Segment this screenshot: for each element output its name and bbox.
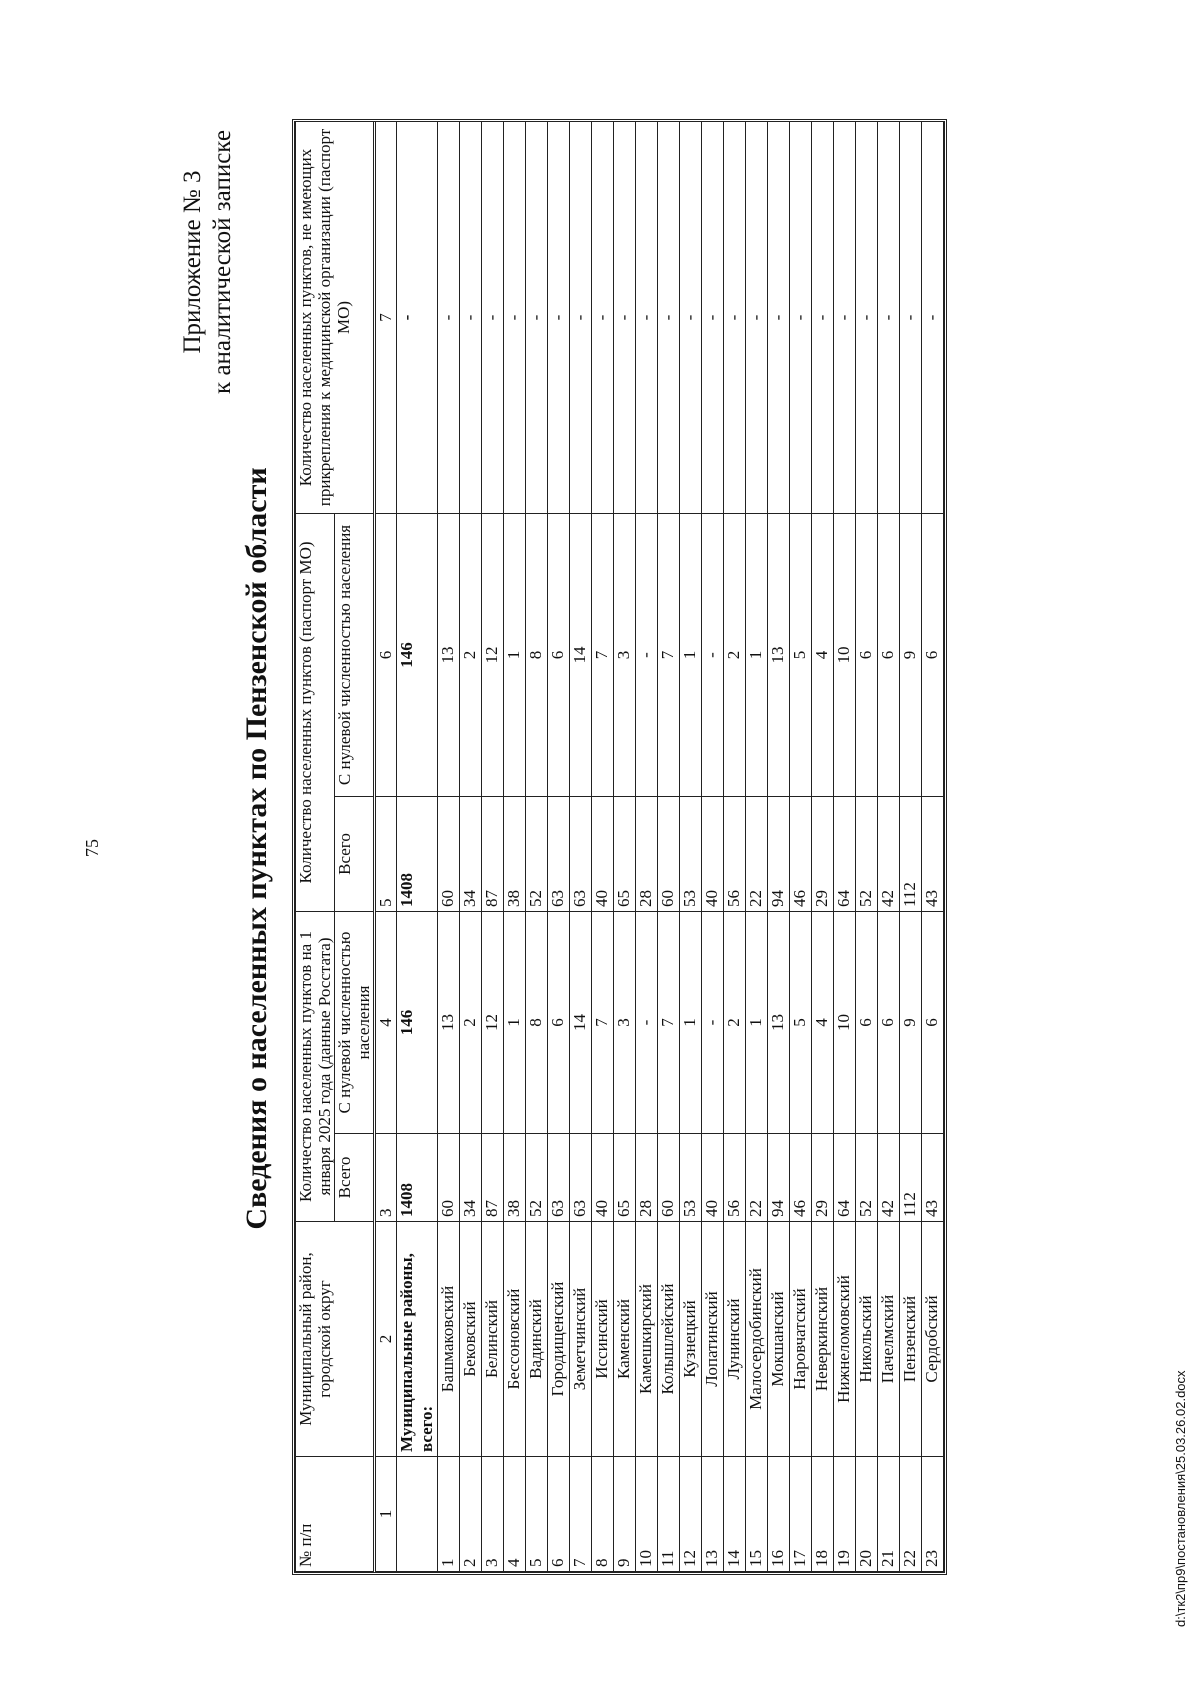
rosstat-total: 43 — [922, 1134, 944, 1222]
unattached-count: - — [636, 121, 658, 513]
row-number: 5 — [526, 1457, 548, 1572]
mo-total: 63 — [548, 797, 570, 912]
mo-total: 63 — [570, 797, 592, 912]
row-number: 11 — [658, 1457, 680, 1572]
table-row — [922, 121, 944, 1571]
total-label: Муниципальные районы, всего: — [397, 1222, 438, 1457]
mo-total: 94 — [768, 797, 790, 912]
unattached-count: - — [460, 121, 482, 513]
rosstat-total: 40 — [702, 1134, 724, 1222]
appendix-label — [178, 97, 238, 427]
mo-zero: 4 — [812, 513, 834, 796]
table-row — [812, 121, 834, 1571]
table-row — [526, 121, 548, 1571]
rosstat-total: 112 — [900, 1134, 922, 1222]
table-row — [504, 121, 526, 1571]
row-number: 4 — [504, 1457, 526, 1572]
mo-total: 52 — [526, 797, 548, 912]
page-number: 75 — [82, 839, 102, 857]
unattached-count: - — [570, 121, 592, 513]
header-name: Муниципальный район, городской округ — [296, 1222, 375, 1457]
total-unattached: - — [397, 121, 438, 513]
mo-total: 112 — [900, 797, 922, 912]
mo-zero: 8 — [526, 513, 548, 796]
district-name: Бековский — [460, 1222, 482, 1457]
rosstat-zero: 13 — [438, 912, 460, 1134]
district-name: Никольский — [856, 1222, 878, 1457]
table-row — [724, 121, 746, 1571]
unattached-count: - — [724, 121, 746, 513]
mo-total: 64 — [834, 797, 856, 912]
mo-total: 40 — [702, 797, 724, 912]
rosstat-zero: 8 — [526, 912, 548, 1134]
rosstat-zero: 3 — [614, 912, 636, 1134]
district-name: Пачелмский — [878, 1222, 900, 1457]
rosstat-total: 38 — [504, 1134, 526, 1222]
rosstat-zero: 10 — [834, 912, 856, 1134]
table-row — [878, 121, 900, 1571]
mo-total: 60 — [658, 797, 680, 912]
table-row — [790, 121, 812, 1571]
district-name: Неверкинский — [812, 1222, 834, 1457]
table-body — [375, 121, 944, 1571]
unattached-count: - — [504, 121, 526, 513]
district-name: Кузнецкий — [680, 1222, 702, 1457]
unattached-count: - — [548, 121, 570, 513]
district-name: Нижнеломовский — [834, 1222, 856, 1457]
unattached-count: - — [878, 121, 900, 513]
rosstat-total: 40 — [592, 1134, 614, 1222]
mo-zero: 6 — [548, 513, 570, 796]
rosstat-zero: 1 — [746, 912, 768, 1134]
column-numbers-row — [375, 121, 397, 1571]
row-number: 1 — [438, 1457, 460, 1572]
rosstat-total: 22 — [746, 1134, 768, 1222]
row-number: 8 — [592, 1457, 614, 1572]
table-row — [746, 121, 768, 1571]
table-row — [548, 121, 570, 1571]
mo-total: 28 — [636, 797, 658, 912]
row-number: 20 — [856, 1457, 878, 1572]
table-row — [636, 121, 658, 1571]
table-row — [834, 121, 856, 1571]
rosstat-total: 52 — [856, 1134, 878, 1222]
rosstat-zero: 2 — [724, 912, 746, 1134]
mo-total: 22 — [746, 797, 768, 912]
rosstat-total: 65 — [614, 1134, 636, 1222]
district-name: Лунинский — [724, 1222, 746, 1457]
mo-zero: 10 — [834, 513, 856, 796]
row-number: 12 — [680, 1457, 702, 1572]
row-number: 3 — [482, 1457, 504, 1572]
unattached-count: - — [790, 121, 812, 513]
rosstat-zero: 9 — [900, 912, 922, 1134]
file-path-footer: d:\тк2\пр9\постановления\25.03.26.02.docx — [1173, 1370, 1188, 1627]
rosstat-total: 64 — [834, 1134, 856, 1222]
mo-zero: 6 — [856, 513, 878, 796]
row-number: 10 — [636, 1457, 658, 1572]
header-rosstat-zero: С нулевой численностью населения — [335, 912, 375, 1134]
district-name: Лопатинский — [702, 1222, 724, 1457]
row-number: 2 — [460, 1457, 482, 1572]
rosstat-zero: 6 — [856, 912, 878, 1134]
column-number: 3 — [375, 1134, 397, 1222]
table-row — [570, 121, 592, 1571]
mo-zero: 5 — [790, 513, 812, 796]
table-row — [680, 121, 702, 1571]
district-name: Мокшанский — [768, 1222, 790, 1457]
mo-zero: 6 — [878, 513, 900, 796]
unattached-count: - — [768, 121, 790, 513]
row-number: 13 — [702, 1457, 724, 1572]
mo-total: 52 — [856, 797, 878, 912]
rosstat-total: 63 — [548, 1134, 570, 1222]
table-row — [482, 121, 504, 1571]
unattached-count: - — [900, 121, 922, 513]
total-num-cell — [397, 1457, 438, 1572]
unattached-count: - — [592, 121, 614, 513]
mo-total: 65 — [614, 797, 636, 912]
row-number: 15 — [746, 1457, 768, 1572]
mo-total: 56 — [724, 797, 746, 912]
mo-total: 53 — [680, 797, 702, 912]
rosstat-total: 42 — [878, 1134, 900, 1222]
rosstat-zero: 1 — [504, 912, 526, 1134]
table-row — [768, 121, 790, 1571]
mo-total: 29 — [812, 797, 834, 912]
mo-total: 60 — [438, 797, 460, 912]
rosstat-total: 60 — [438, 1134, 460, 1222]
rosstat-total: 94 — [768, 1134, 790, 1222]
mo-zero: 14 — [570, 513, 592, 796]
rosstat-total: 46 — [790, 1134, 812, 1222]
table-row — [438, 121, 460, 1571]
rosstat-total: 56 — [724, 1134, 746, 1222]
total-rosstat-total: 1408 — [397, 1134, 438, 1222]
mo-zero: - — [636, 513, 658, 796]
rosstat-total: 29 — [812, 1134, 834, 1222]
mo-total: 40 — [592, 797, 614, 912]
row-number: 6 — [548, 1457, 570, 1572]
row-number: 23 — [922, 1457, 944, 1572]
table-row — [900, 121, 922, 1571]
total-mo-total: 1408 — [397, 797, 438, 912]
mo-total: 34 — [460, 797, 482, 912]
mo-total: 46 — [790, 797, 812, 912]
mo-zero: 2 — [724, 513, 746, 796]
unattached-count: - — [614, 121, 636, 513]
header-unattached: Количество населенных пунктов, не имеющих прикрепления к медицинской организации (паспорт МО) — [296, 121, 375, 513]
unattached-count: - — [856, 121, 878, 513]
rosstat-zero: 6 — [878, 912, 900, 1134]
mo-zero: 7 — [658, 513, 680, 796]
rosstat-zero: 6 — [548, 912, 570, 1134]
mo-zero: 3 — [614, 513, 636, 796]
rosstat-zero: 7 — [592, 912, 614, 1134]
mo-total: 87 — [482, 797, 504, 912]
appendix-line-1: Приложение № 3 — [179, 170, 206, 354]
district-name: Камешкирский — [636, 1222, 658, 1457]
table-row — [460, 121, 482, 1571]
district-name: Колышлейский — [658, 1222, 680, 1457]
column-number: 7 — [375, 121, 397, 513]
district-name: Наровчатский — [790, 1222, 812, 1457]
row-number: 19 — [834, 1457, 856, 1572]
header-mo-total: Всего — [335, 797, 375, 912]
mo-total: 43 — [922, 797, 944, 912]
header-num: № п/п — [296, 1457, 375, 1572]
header-rosstat-group: Количество населенных пунктов на 1 января 2025 года (данные Росстата) — [296, 912, 335, 1222]
district-name: Городищенский — [548, 1222, 570, 1457]
table-row — [856, 121, 878, 1571]
rosstat-zero: 2 — [460, 912, 482, 1134]
mo-zero: 13 — [768, 513, 790, 796]
rosstat-zero: 13 — [768, 912, 790, 1134]
unattached-count: - — [482, 121, 504, 513]
rosstat-total: 52 — [526, 1134, 548, 1222]
total-mo-zero: 146 — [397, 513, 438, 796]
table-row — [614, 121, 636, 1571]
mo-zero: 9 — [900, 513, 922, 796]
unattached-count: - — [438, 121, 460, 513]
settlements-table — [295, 121, 944, 1572]
settlements-table-frame — [292, 119, 947, 1575]
unattached-count: - — [658, 121, 680, 513]
mo-total: 42 — [878, 797, 900, 912]
rosstat-zero: 5 — [790, 912, 812, 1134]
appendix-line-2: к аналитической записке — [209, 130, 236, 394]
column-number: 4 — [375, 912, 397, 1134]
district-name: Земетчинский — [570, 1222, 592, 1457]
district-name: Башмаковский — [438, 1222, 460, 1457]
header-rosstat-total: Всего — [335, 1134, 375, 1222]
district-name: Иссинский — [592, 1222, 614, 1457]
district-name: Белинский — [482, 1222, 504, 1457]
header-mo-group: Количество населенных пунктов (паспорт МО) — [296, 513, 335, 911]
unattached-count: - — [834, 121, 856, 513]
rosstat-total: 28 — [636, 1134, 658, 1222]
table-row — [592, 121, 614, 1571]
column-number: 1 — [375, 1457, 397, 1572]
row-number: 14 — [724, 1457, 746, 1572]
total-row — [397, 121, 438, 1571]
total-rosstat-zero: 146 — [397, 912, 438, 1134]
row-number: 16 — [768, 1457, 790, 1572]
unattached-count: - — [680, 121, 702, 513]
rosstat-total: 53 — [680, 1134, 702, 1222]
mo-zero: - — [702, 513, 724, 796]
mo-zero: 2 — [460, 513, 482, 796]
rosstat-zero: 14 — [570, 912, 592, 1134]
rosstat-total: 60 — [658, 1134, 680, 1222]
document-title: Сведения о населенных пунктах по Пензенской области — [240, 467, 273, 1230]
unattached-count: - — [526, 121, 548, 513]
district-name: Каменский — [614, 1222, 636, 1457]
rosstat-zero: 6 — [922, 912, 944, 1134]
mo-zero: 1 — [746, 513, 768, 796]
mo-zero: 1 — [504, 513, 526, 796]
mo-zero: 13 — [438, 513, 460, 796]
district-name: Бессоновский — [504, 1222, 526, 1457]
row-number: 17 — [790, 1457, 812, 1572]
rosstat-zero: 7 — [658, 912, 680, 1134]
column-number: 2 — [375, 1222, 397, 1457]
mo-zero: 1 — [680, 513, 702, 796]
mo-zero: 7 — [592, 513, 614, 796]
rosstat-total: 63 — [570, 1134, 592, 1222]
row-number: 22 — [900, 1457, 922, 1572]
column-number: 5 — [375, 797, 397, 912]
rosstat-zero: 4 — [812, 912, 834, 1134]
unattached-count: - — [746, 121, 768, 513]
unattached-count: - — [812, 121, 834, 513]
district-name: Малосердобинский — [746, 1222, 768, 1457]
rosstat-zero: - — [702, 912, 724, 1134]
unattached-count: - — [702, 121, 724, 513]
row-number: 21 — [878, 1457, 900, 1572]
table-row — [702, 121, 724, 1571]
row-number: 7 — [570, 1457, 592, 1572]
header-mo-zero: С нулевой численностью населения — [335, 513, 375, 796]
mo-total: 38 — [504, 797, 526, 912]
rosstat-zero: 12 — [482, 912, 504, 1134]
mo-zero: 6 — [922, 513, 944, 796]
district-name: Пензенский — [900, 1222, 922, 1457]
column-number: 6 — [375, 513, 397, 796]
rosstat-zero: 1 — [680, 912, 702, 1134]
row-number: 18 — [812, 1457, 834, 1572]
mo-zero: 12 — [482, 513, 504, 796]
district-name: Сердобский — [922, 1222, 944, 1457]
table-row — [658, 121, 680, 1571]
district-name: Вадинский — [526, 1222, 548, 1457]
rosstat-total: 34 — [460, 1134, 482, 1222]
unattached-count: - — [922, 121, 944, 513]
row-number: 9 — [614, 1457, 636, 1572]
rosstat-zero: - — [636, 912, 658, 1134]
rosstat-total: 87 — [482, 1134, 504, 1222]
